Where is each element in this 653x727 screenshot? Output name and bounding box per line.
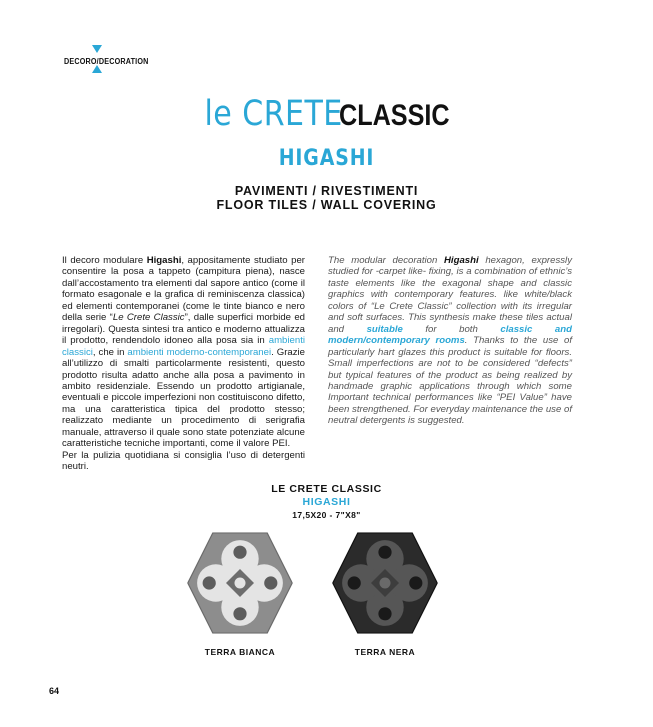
- title-brand: le CRETE: [204, 94, 343, 134]
- tile-label-terra-nera: TERRA NERA: [354, 647, 416, 657]
- description-en-paragraph: [328, 255, 572, 427]
- text-segment: The modular decoration: [328, 255, 444, 266]
- title-classic: CLASSIC: [339, 99, 450, 132]
- text-segment: for both: [402, 323, 501, 335]
- series-name-italic: Le Crete Classic: [112, 312, 185, 324]
- text-segment: Il decoro modulare: [62, 255, 147, 266]
- description-italian: [62, 255, 305, 473]
- product-subname: HIGASHI: [302, 496, 351, 508]
- maintenance-note-it: Per la pulizia quotidiana si consiglia l’uso di detergenti neutri.: [62, 449, 305, 473]
- text-segment: . Grazie all’utilizzo di smalti particolarmente resistenti, questo prodotto risulta adatto anche alla posa a pavimento in ambito residenziale. Essendo un prodotto artigianale, eventuali e piccole imperfezioni non costituiscono difetto, ma una caratteristica tipica del prodotto stesso; realizzato mediante un procedimento di serigrafia manuale, attraverso il quale sono state potenziate alcune caratteristiche tecniche importanti, come il valore PEI.: [62, 346, 305, 450]
- tile-terra-nera-image: [330, 528, 440, 638]
- text-segment: , appositamente studiato per consentire la posa a tappeto (campitura piena), nasce dall’accostamento tra elementi dal sapore antico (come il formato esagonale e la grafica di reminiscenza classica) ed elementi contemporanei (come le tinte bianco e nero della serie “: [62, 255, 305, 324]
- text-segment: hexagon, expressly studied for -carpet like- fixing, is a combination of ethnic’s taste elements like the exagonal shape and classic graphics with contemporary features. like white/black colors of “Le Crete Classic” collection with its irregular and soft surfaces. This synthesis make these tiles actual and: [328, 255, 572, 335]
- page-number: 64: [49, 686, 60, 696]
- link-classic-rooms-it[interactable]: ambienti classici: [62, 335, 305, 358]
- product-name-bold: Higashi: [146, 255, 182, 266]
- link-rooms-en[interactable]: classic and modern/contemporary rooms: [328, 323, 572, 347]
- text-segment: ”, dalle superfici morbide ed irregolari). Questa sintesi tra antico e moderno attualizza il prodotto, rendendolo idoneo alla posa sia in: [62, 312, 305, 347]
- page-title: [0, 94, 653, 134]
- text-segment: . Thanks to the use of particularly hart glazes this product is suitable for floors. Small imperfections are not to be considered “defects” but typical features of the product as being realized by handmade graphic applications through which some Important technical performances like “PEI Value” have been strengthened. For everyday maintenance the use of neutral detergents is suggested.: [328, 335, 572, 427]
- link-modern-rooms-it[interactable]: ambienti moderno-contemporanei: [127, 346, 272, 358]
- page-subtitle: HIGASHI: [278, 146, 375, 171]
- description-it-paragraph: [62, 255, 305, 450]
- product-name-bold: Higashi: [444, 255, 479, 266]
- tile-label-terra-bianca: TERRA BIANCA: [204, 647, 276, 657]
- tile-terra-bianca-image: [185, 528, 295, 638]
- category-en: FLOOR TILES / WALL COVERING: [216, 198, 437, 212]
- section-label: DECORO/DECORATION: [64, 57, 149, 66]
- product-name: LE CRETE CLASSIC: [271, 483, 382, 495]
- link-suitable-en[interactable]: suitable: [366, 323, 403, 335]
- text-segment: , che in: [92, 346, 128, 358]
- product-size: 17,5X20 - 7"X8": [292, 510, 361, 520]
- category-it: PAVIMENTI / RIVESTIMENTI: [234, 184, 419, 198]
- description-english: [328, 255, 572, 427]
